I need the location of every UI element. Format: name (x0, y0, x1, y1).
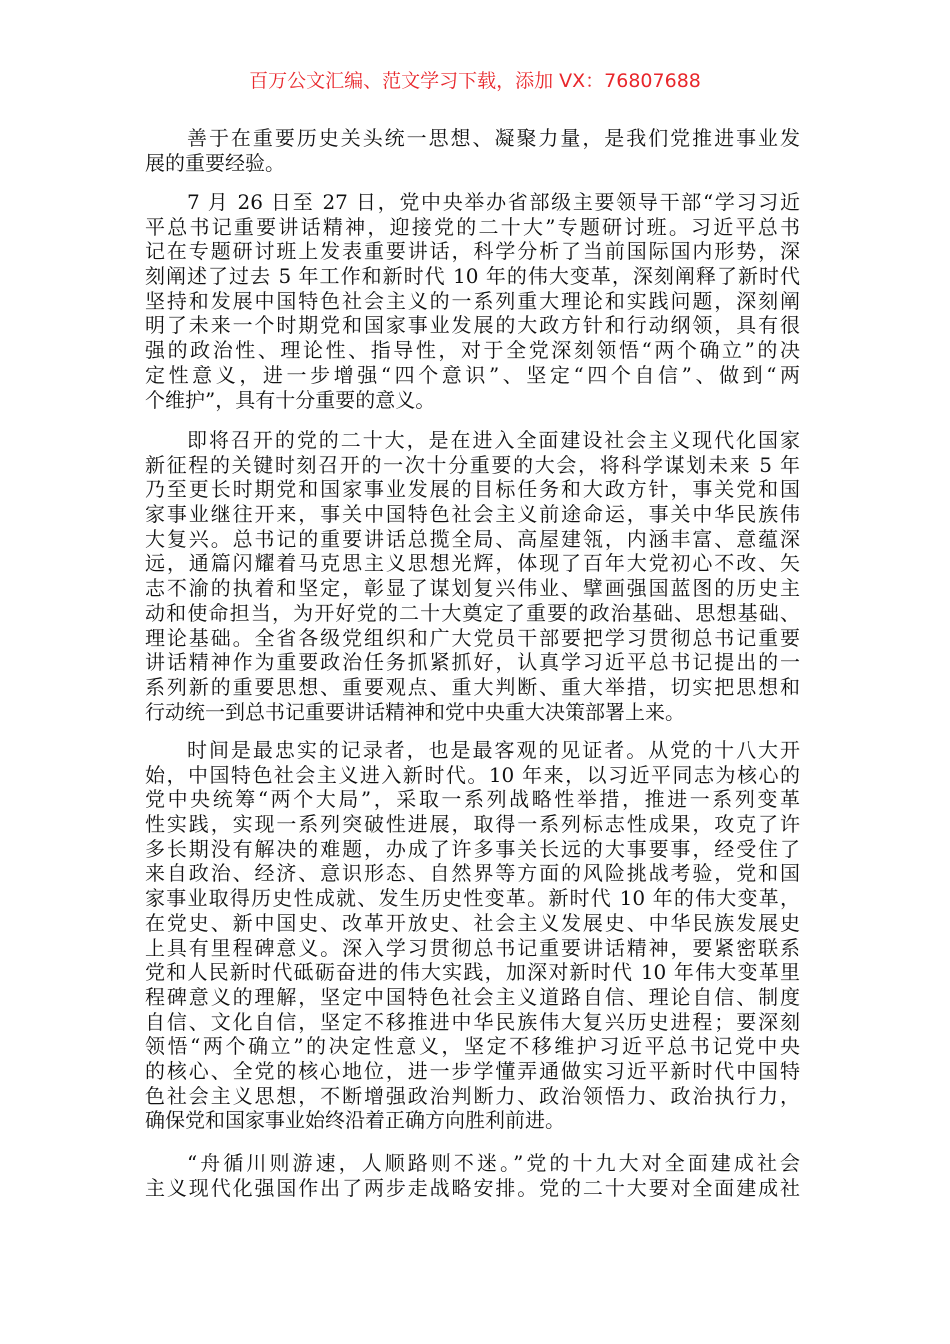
text-line: 自信、文化自信，坚定不移推进中华民族伟大复兴历史进程；要深刻 (145, 1009, 800, 1034)
text-line: 动和使命担当，为开好党的二十大奠定了重要的政治基础、思想基础、 (145, 600, 800, 625)
text-line: 新征程的关键时刻召开的一次十分重要的大会，将科学谋划未来 5 年 (145, 452, 800, 477)
text-line: 定性意义，进一步增强“四个意识”、坚定“四个自信”、做到“两 (145, 362, 800, 387)
text-line: 即将召开的党的二十大，是在进入全面建设社会主义现代化国家 (187, 428, 800, 452)
text-line: 志不渝的执着和坚定，彰显了谋划复兴伟业、擘画强国蓝图的历史主 (145, 576, 800, 601)
watermark-header: 百万公文汇编、范文学习下载，添加 VX：76807688 (249, 70, 701, 92)
paragraph (145, 1151, 800, 1200)
text-line: 大复兴。总书记的重要讲话总揽全局、高屋建瓴，内涵丰富、意蕴深 (145, 526, 800, 551)
text-line: 来自政治、经济、意识形态、自然界等方面的风险挑战考验，党和国 (145, 861, 800, 886)
text-line: 性实践，实现一系列突破性进展，取得一系列标志性成果，攻克了许 (145, 812, 800, 837)
text-line: 个维护”，具有十分重要的意义。 (145, 387, 436, 412)
text-line: 强的政治性、理论性、指导性，对于全党深刻领悟“两个确立”的决 (145, 338, 800, 363)
text-line: 主义现代化强国作出了两步走战略安排。党的二十大要对全面建成社 (145, 1175, 800, 1200)
text-line: 理论基础。全省各级党组织和广大党员干部要把学习贯彻总书记重要 (145, 625, 800, 650)
text-line: 讲话精神作为重要政治任务抓紧抓好，认真学习近平总书记提出的一 (145, 650, 800, 675)
text-line: 上具有里程碑意义。深入学习贯彻总书记重要讲话精神，要紧密联系 (145, 935, 800, 960)
text-line: 善于在重要历史关头统一思想、凝聚力量，是我们党推进事业发 (187, 126, 800, 150)
text-line: 始，中国特色社会主义进入新时代。10 年来，以习近平同志为核心的 (145, 762, 800, 787)
text-line: 党中央统筹“两个大局”，采取一系列战略性举措，推进一系列变革 (145, 787, 800, 812)
paragraph (145, 738, 800, 1133)
text-line: 多长期没有解决的难题，办成了许多事关长远的大事要事，经受住了 (145, 836, 800, 861)
text-line: 远，通篇闪耀着马克思主义思想光辉，体现了百年大党初心不改、矢 (145, 551, 800, 576)
text-line: 刻阐述了过去 5 年工作和新时代 10 年的伟大变革，深刻阐释了新时代 (145, 264, 800, 289)
text-line: 明了未来一个时期党和国家事业发展的大政方针和行动纲领，具有很 (145, 313, 800, 338)
text-line: 确保党和国家事业始终沿着正确方向胜利前进。 (145, 1108, 565, 1133)
text-line: 党和人民新时代砥砺奋进的伟大实践，加深对新时代 10 年伟大变革里 (145, 960, 800, 985)
text-line: 记在专题研讨班上发表重要讲话，科学分析了当前国际国内形势，深 (145, 239, 800, 264)
text-line: 展的重要经验。 (145, 150, 285, 175)
text-line: 的核心、全党的核心地位，进一步学懂弄通做实习近平新时代中国特 (145, 1058, 800, 1083)
text-line: 程碑意义的理解，坚定中国特色社会主义道路自信、理论自信、制度 (145, 984, 800, 1009)
text-line: 色社会主义思想，不断增强政治判断力、政治领悟力、政治执行力， (145, 1083, 800, 1108)
paragraph (145, 190, 800, 412)
paragraph (145, 126, 800, 175)
text-line: 领悟“两个确立”的决定性意义，坚定不移维护习近平总书记党中央 (145, 1034, 800, 1059)
text-line: 在党史、新中国史、改革开放史、社会主义发展史、中华民族发展史 (145, 910, 800, 935)
text-line: 家事业取得历史性成就、发生历史性变革。新时代 10 年的伟大变革， (145, 886, 800, 911)
text-line: 坚持和发展中国特色社会主义的一系列重大理论和实践问题，深刻阐 (145, 288, 800, 313)
text-line: 行动统一到总书记重要讲话精神和党中央重大决策部署上来。 (145, 699, 685, 724)
text-line: 家事业继往开来，事关中国特色社会主义前途命运，事关中华民族伟 (145, 502, 800, 527)
text-line: “舟循川则游速，人顺路则不迷。”党的十九大对全面建成社会 (187, 1151, 800, 1175)
text-line: 乃至更长时期党和国家事业发展的目标任务和大政方针，事关党和国 (145, 477, 800, 502)
text-line: 系列新的重要思想、重要观点、重大判断、重大举措，切实把思想和 (145, 674, 800, 699)
text-line: 平总书记重要讲话精神，迎接党的二十大”专题研讨班。习近平总书 (145, 214, 800, 239)
paragraph (145, 428, 800, 724)
text-line: 时间是最忠实的记录者，也是最客观的见证者。从党的十八大开 (187, 738, 800, 762)
text-line: 7 月 26 日至 27 日，党中央举办省部级主要领导干部“学习习近 (187, 190, 800, 214)
